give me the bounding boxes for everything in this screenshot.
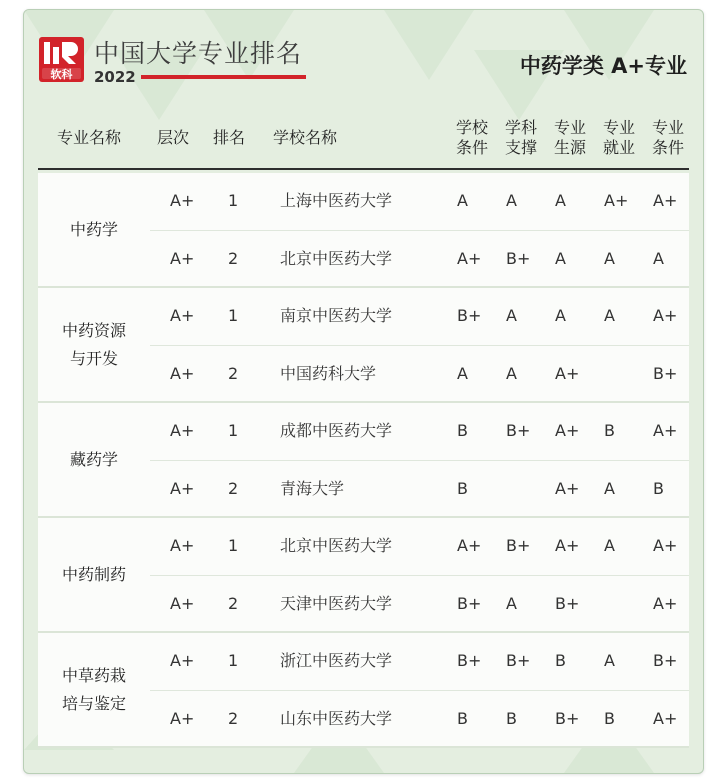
students-cell: A — [555, 306, 566, 325]
employment-cell: B — [604, 421, 615, 440]
students-cell: A+ — [555, 536, 580, 555]
students-cell: A+ — [555, 421, 580, 440]
rank-cell: 1 — [228, 651, 239, 670]
school-cond-cell: B+ — [457, 651, 482, 670]
school-cond-cell: B+ — [457, 594, 482, 613]
discipline-cell: A — [506, 594, 517, 613]
table-row — [150, 690, 689, 747]
brand-underline — [141, 75, 306, 79]
major-cond-cell: A+ — [653, 191, 678, 210]
level-cell: A+ — [170, 479, 195, 498]
school-cond-cell: A — [457, 364, 468, 383]
major-cond-cell: B — [653, 479, 664, 498]
brand-year: 2022 — [94, 68, 136, 86]
discipline-cell: B+ — [506, 536, 531, 555]
major-group — [38, 403, 689, 518]
major-name: 中草药栽 培与鉴定 — [61, 665, 126, 713]
students-cell: B+ — [555, 709, 580, 728]
col-major: 专业名称 — [57, 128, 122, 147]
school-cell: 浙江中医药大学 — [280, 651, 393, 670]
employment-cell: A — [604, 249, 615, 268]
table-row — [150, 288, 689, 344]
school-cell: 北京中医药大学 — [280, 249, 393, 268]
table-row — [150, 460, 689, 517]
school-cell: 中国药科大学 — [280, 364, 377, 383]
rank-cell: 1 — [228, 421, 239, 440]
students-cell: B+ — [555, 594, 580, 613]
major-cond-cell: A+ — [653, 421, 678, 440]
employment-cell: A — [604, 536, 615, 555]
col-school: 学校名称 — [273, 128, 338, 147]
ruanke-logo — [39, 37, 84, 82]
students-cell: B — [555, 651, 566, 670]
discipline-cell: B+ — [506, 249, 531, 268]
table-row — [150, 575, 689, 632]
level-cell: A+ — [170, 709, 195, 728]
table-row — [150, 403, 689, 459]
major-group — [38, 173, 689, 288]
major-name: 中药制药 — [61, 564, 126, 584]
level-cell: A+ — [170, 191, 195, 210]
major-cond-cell: A+ — [653, 306, 678, 325]
school-cell: 上海中医药大学 — [280, 191, 393, 210]
logo-text: 软科 — [50, 68, 73, 81]
school-cell: 北京中医药大学 — [280, 536, 393, 555]
col-employment: 专业 就业 — [602, 118, 635, 157]
table-header — [24, 110, 703, 170]
col-level: 层次 — [157, 128, 190, 147]
col-rank: 排名 — [213, 128, 246, 147]
school-cond-cell: B+ — [457, 306, 482, 325]
school-cell: 天津中医药大学 — [280, 594, 393, 613]
school-cell: 青海大学 — [280, 479, 345, 498]
level-cell: A+ — [170, 594, 195, 613]
major-cond-cell: B+ — [653, 651, 678, 670]
table-row — [150, 173, 689, 229]
rank-cell: 2 — [228, 709, 239, 728]
rank-cell: 2 — [228, 249, 239, 268]
table-row — [150, 230, 689, 287]
school-cond-cell: A+ — [457, 536, 482, 555]
employment-cell: A — [604, 651, 615, 670]
level-cell: A+ — [170, 249, 195, 268]
table-row — [150, 518, 689, 574]
employment-cell: B — [604, 709, 615, 728]
students-cell: A+ — [555, 479, 580, 498]
students-cell: A — [555, 249, 566, 268]
school-cond-cell: B — [457, 421, 468, 440]
major-cond-cell: A+ — [653, 594, 678, 613]
employment-cell: A+ — [604, 191, 629, 210]
level-cell: A+ — [170, 651, 195, 670]
level-cell: A+ — [170, 364, 195, 383]
brand-title: 中国大学专业排名 — [94, 39, 303, 68]
school-cell: 山东中医药大学 — [280, 709, 393, 728]
school-cond-cell: B — [457, 479, 468, 498]
discipline-cell: A — [506, 364, 517, 383]
students-cell: A — [555, 191, 566, 210]
major-name: 中药学 — [69, 219, 118, 239]
col-school-cond: 学校 条件 — [455, 118, 488, 157]
major-group — [38, 633, 689, 748]
level-cell: A+ — [170, 536, 195, 555]
discipline-cell: B — [506, 709, 517, 728]
discipline-cell: A — [506, 306, 517, 325]
discipline-cell: B+ — [506, 651, 531, 670]
discipline-cell: B+ — [506, 421, 531, 440]
major-name: 中药资源 与开发 — [61, 320, 126, 368]
category-title: 中药学类 A+专业 — [519, 54, 687, 78]
header-divider — [38, 168, 689, 170]
major-cond-cell: A+ — [653, 536, 678, 555]
rank-cell: 1 — [228, 306, 239, 325]
school-cond-cell: B — [457, 709, 468, 728]
level-cell: A+ — [170, 421, 195, 440]
rank-cell: 2 — [228, 594, 239, 613]
major-cond-cell: A — [653, 249, 664, 268]
col-discipline: 学科 支撑 — [504, 118, 537, 157]
school-cond-cell: A — [457, 191, 468, 210]
major-cond-cell: B+ — [653, 364, 678, 383]
major-cond-cell: A+ — [653, 709, 678, 728]
discipline-cell: A — [506, 191, 517, 210]
col-students: 专业 生源 — [553, 118, 586, 157]
rank-cell: 2 — [228, 479, 239, 498]
students-cell: A+ — [555, 364, 580, 383]
employment-cell: A — [604, 479, 615, 498]
col-major-cond: 专业 条件 — [651, 118, 684, 157]
major-group — [38, 288, 689, 403]
school-cell: 成都中医药大学 — [280, 421, 393, 440]
ranking-table — [38, 173, 689, 747]
level-cell: A+ — [170, 306, 195, 325]
ranking-card — [23, 9, 704, 774]
table-row — [150, 633, 689, 689]
rank-cell: 1 — [228, 191, 239, 210]
school-cond-cell: A+ — [457, 249, 482, 268]
major-group — [38, 518, 689, 633]
rank-cell: 2 — [228, 364, 239, 383]
major-name: 藏药学 — [69, 449, 118, 469]
school-cell: 南京中医药大学 — [280, 306, 393, 325]
employment-cell: A — [604, 306, 615, 325]
rank-cell: 1 — [228, 536, 239, 555]
table-row — [150, 345, 689, 402]
